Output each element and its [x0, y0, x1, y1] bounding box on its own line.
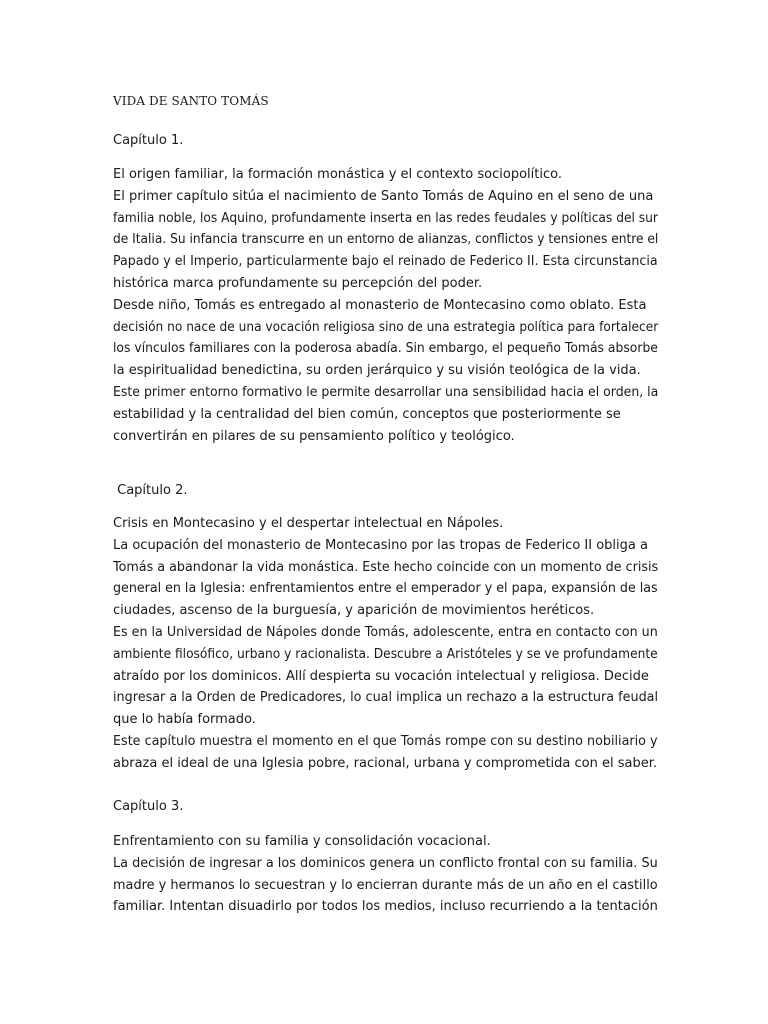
- paragraph-line: de Italia. Su infancia transcurre en un entorno de alianzas, conflictos y tensiones entre el: [113, 232, 659, 248]
- paragraph-line: Crisis en Montecasino y el despertar intelectual en Nápoles.: [113, 516, 504, 531]
- paragraph-line: ingresar a la Orden de Predicadores, lo cual implica un rechazo a la estructura feudal: [113, 690, 659, 706]
- paragraph-line: madre y hermanos lo secuestran y lo encierran durante más de un año en el castillo: [113, 877, 658, 893]
- paragraph-line: histórica marca profundamente su percepción del poder.: [113, 275, 483, 291]
- paragraph-line: decisión no nace de una vocación religiosa sino de una estrategia política para fortalecer: [113, 319, 659, 335]
- paragraph-line: familia noble, los Aquino, profundamente inserta en las redes feudales y políticas del sur: [113, 210, 658, 226]
- paragraph-line: ambiente filosófico, urbano y racionalista. Descubre a Aristóteles y se ve profundamente: [113, 646, 658, 662]
- chapter-3-body: [113, 831, 658, 918]
- chapter-2-body: [113, 513, 658, 775]
- chapter-1-body: [113, 164, 658, 447]
- paragraph-line: convertirán en pilares de su pensamiento político y teológico.: [113, 428, 515, 444]
- paragraph-line: La ocupación del monasterio de Montecasino por las tropas de Federico II obliga a: [113, 537, 648, 553]
- paragraph-line: familiar. Intentan disuadirlo por todos los medios, incluso recurriendo a la tentación: [113, 899, 658, 915]
- paragraph-line: La decisión de ingresar a los dominicos genera un conflicto frontal con su familia. Su: [113, 855, 658, 871]
- paragraph-line: Es en la Universidad de Nápoles donde Tomás, adolescente, entra en contacto con un: [113, 624, 658, 640]
- paragraph-line: Enfrentamiento con su familia y consolidación vocacional.: [113, 834, 491, 849]
- chapter-2-heading: Capítulo 2.: [113, 483, 188, 498]
- paragraph-line: que lo había formado.: [113, 712, 256, 728]
- paragraph-line: los vínculos familiares con la poderosa abadía. Sin embargo, el pequeño Tomás absorbe: [113, 341, 658, 357]
- chapter-1-heading: Capítulo 1.: [113, 133, 184, 148]
- paragraph-line: Papado y el Imperio, particularmente bajo el reinado de Federico II. Esta circunstancia: [113, 254, 658, 270]
- paragraph-line: El origen familiar, la formación monástica y el contexto sociopolítico.: [113, 167, 562, 182]
- paragraph-line: Desde niño, Tomás es entregado al monasterio de Montecasino como oblato. Esta: [113, 297, 647, 313]
- document-title: VIDA DE SANTO TOMÁS: [113, 94, 269, 108]
- paragraph-line: estabilidad y la centralidad del bien común, conceptos que posteriormente se: [113, 406, 621, 422]
- paragraph-line: abraza el ideal de una Iglesia pobre, racional, urbana y comprometida con el saber.: [113, 755, 657, 771]
- paragraph-line: Este primer entorno formativo le permite desarrollar una sensibilidad hacia el orden, la: [113, 384, 659, 400]
- paragraph-line: atraído por los dominicos. Allí despierta su vocación intelectual y religiosa. Decide: [113, 668, 649, 684]
- paragraph-line: Tomás a abandonar la vida monástica. Este hecho coincide con un momento de crisis: [113, 559, 659, 575]
- paragraph-line: ciudades, ascenso de la burguesía, y aparición de movimientos heréticos.: [113, 603, 595, 619]
- paragraph-line: El primer capítulo sitúa el nacimiento de Santo Tomás de Aquino en el seno de una: [113, 188, 654, 204]
- chapter-3-heading: Capítulo 3.: [113, 799, 184, 814]
- paragraph-line: la espiritualidad benedictina, su orden jerárquico y su visión teológica de la vida.: [113, 363, 641, 379]
- paragraph-line: general en la Iglesia: enfrentamientos entre el emperador y el papa, expansión de las: [113, 581, 658, 597]
- paragraph-line: Este capítulo muestra el momento en el que Tomás rompe con su destino nobiliario y: [113, 733, 658, 749]
